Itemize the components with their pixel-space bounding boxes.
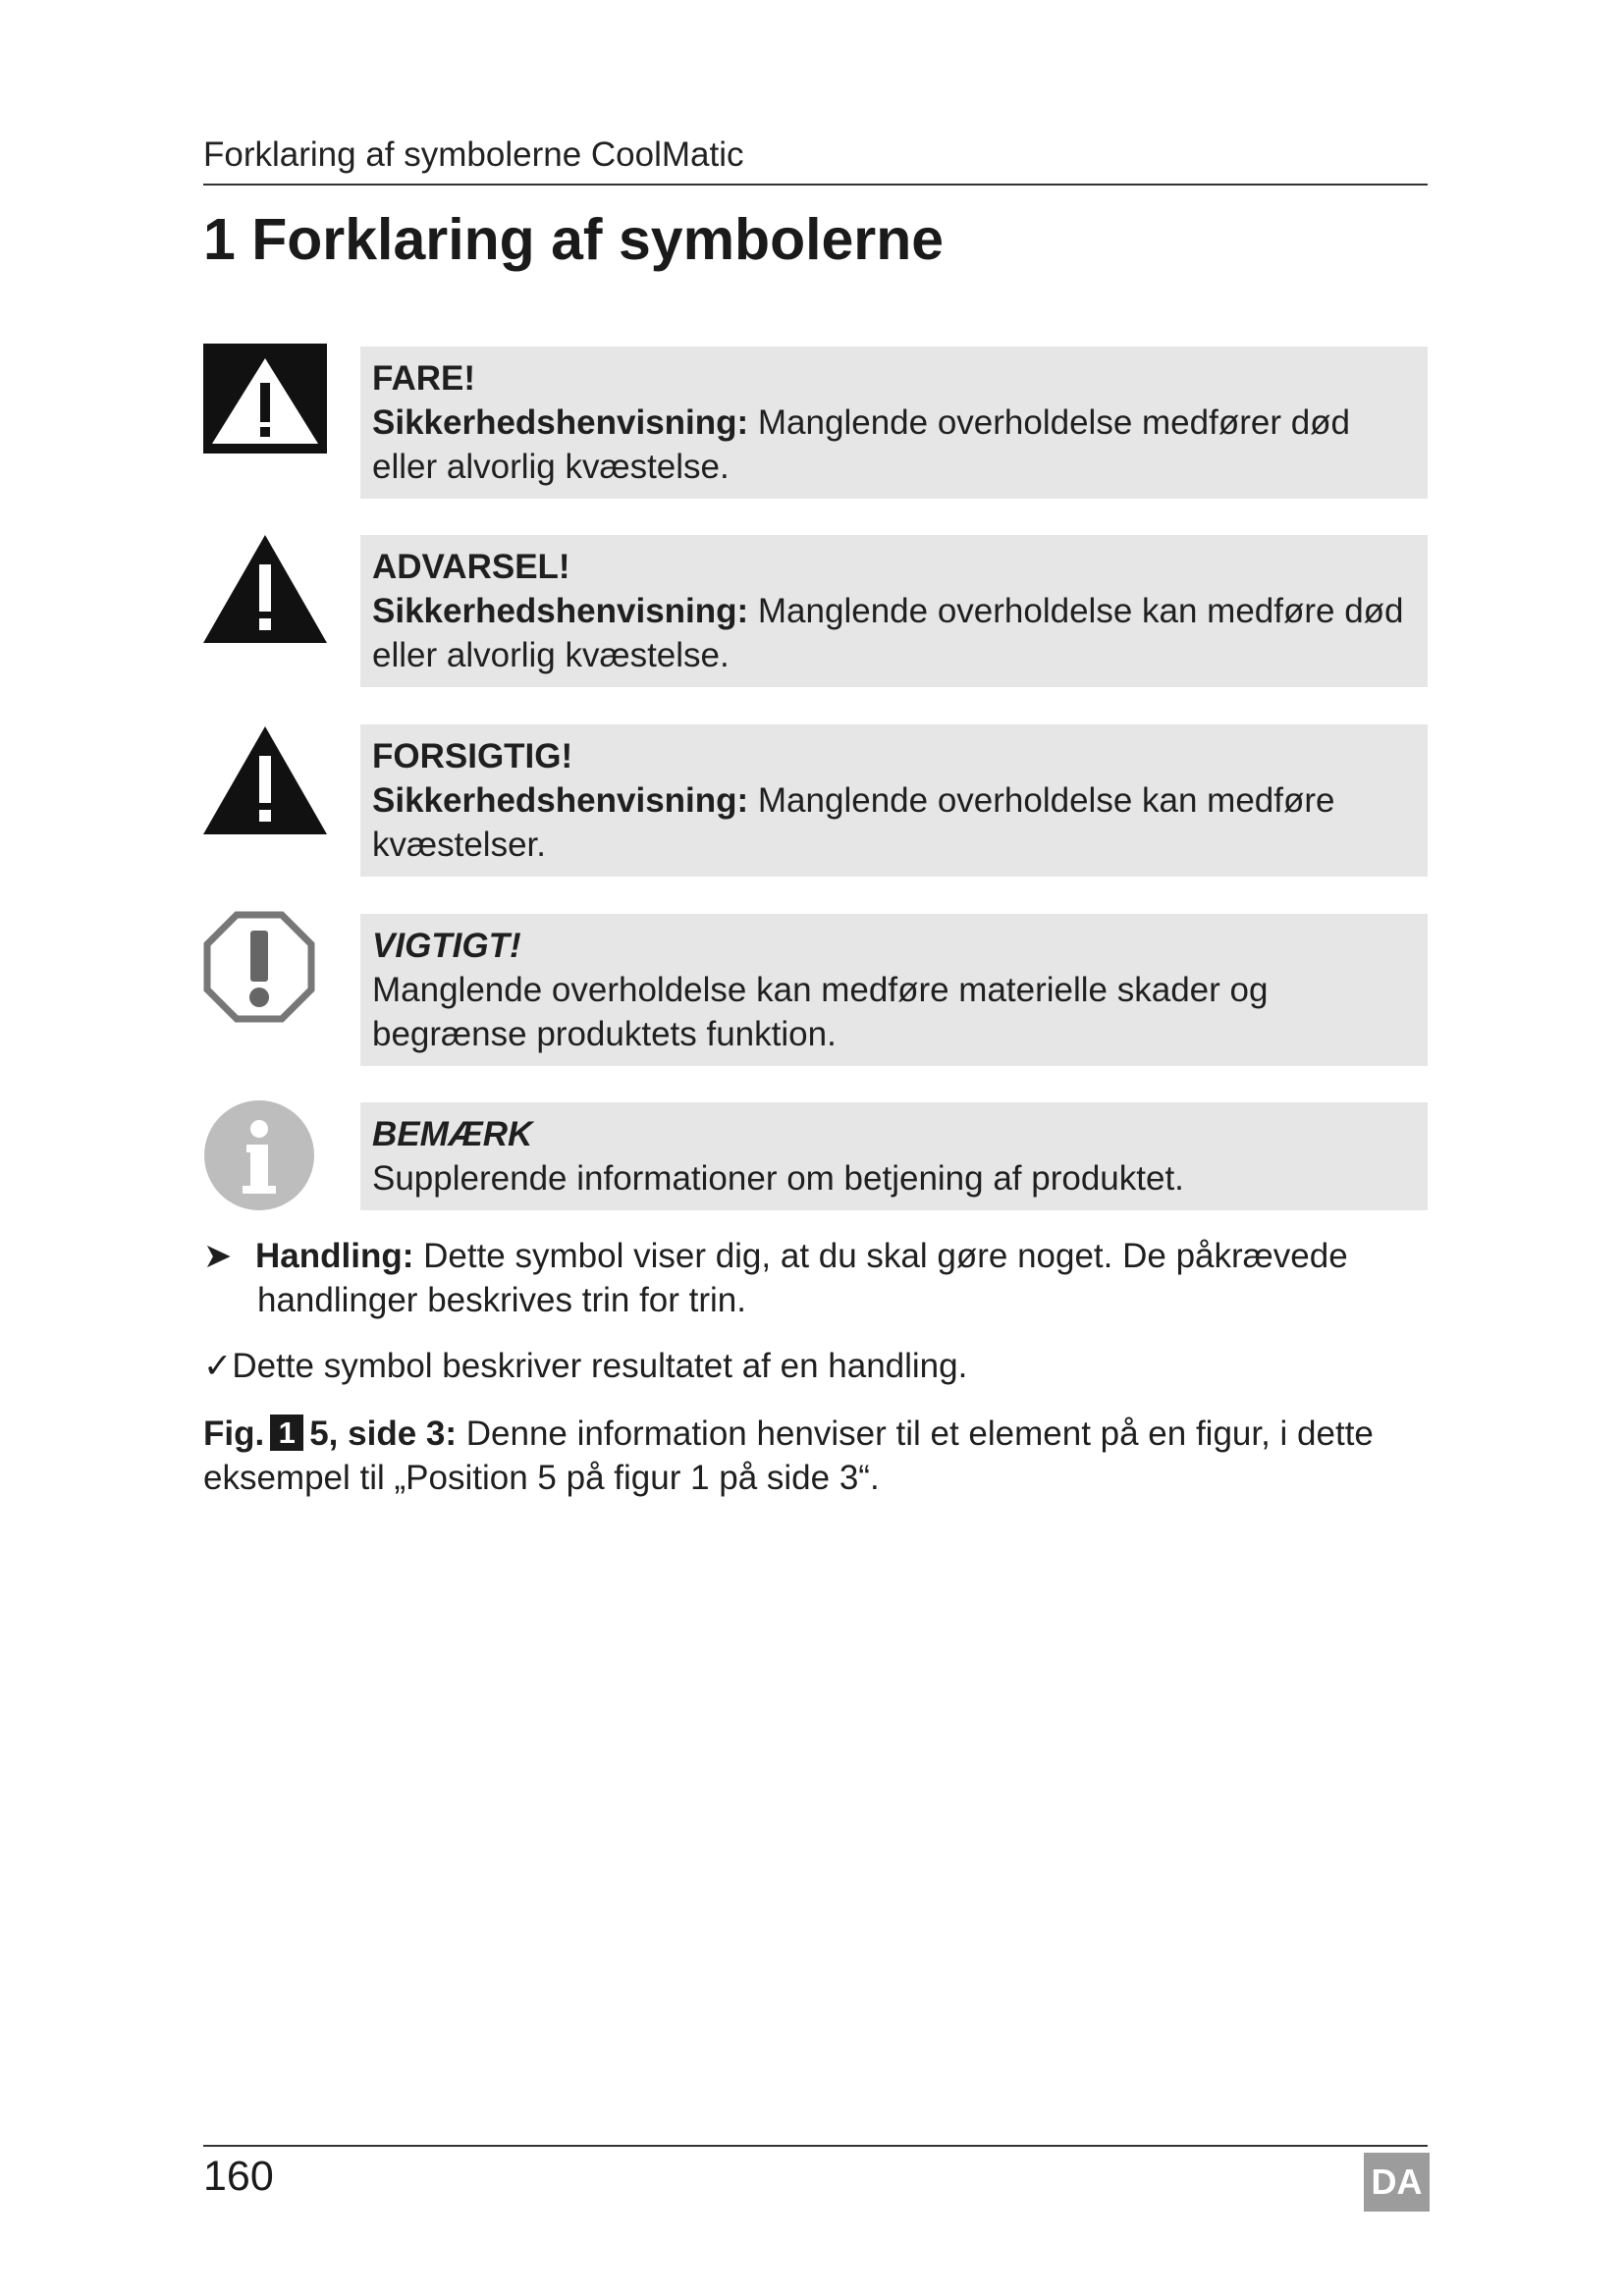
notice-body <box>372 589 1412 677</box>
notice-title: VIGTIGT! <box>372 927 521 965</box>
notice-body <box>372 778 1412 867</box>
danger-warning-icon <box>203 344 327 455</box>
result-text: Dette symbol beskriver resultatet af en handling. <box>232 1347 968 1385</box>
notice-title: FORSIGTIG! <box>372 737 573 775</box>
figure-position-lead: 5, side 3: <box>309 1415 458 1453</box>
caution-triangle-icon <box>203 726 327 838</box>
result-line <box>203 1344 1431 1388</box>
notice-body <box>372 400 1412 489</box>
notice-vigtigt <box>360 914 1428 1066</box>
notice-bemaerk <box>360 1102 1428 1210</box>
notice-lead: Sikkerhedshenvisning: <box>372 781 749 820</box>
action-step <box>203 1234 1431 1322</box>
action-line <box>203 1234 1431 1278</box>
page-number: 160 <box>203 2153 274 2200</box>
notice-lead: Sikkerhedshenvisning: <box>372 592 749 630</box>
notice-title: BEMÆRK <box>372 1115 533 1153</box>
important-octagon-icon <box>203 911 315 1023</box>
notice-title: FARE! <box>372 359 475 398</box>
notice-lead: Sikkerhedshenvisning: <box>372 403 749 442</box>
header-rule <box>203 184 1428 186</box>
notice-text: Manglende overholdelse kan medføre materielle skader og begrænse produktets funktion. <box>372 971 1269 1053</box>
notice-text: Manglende overholdelse kan medføre død eller alvorlig kvæstelse. <box>372 592 1404 674</box>
warning-triangle-icon <box>203 535 327 647</box>
action-text: Dette symbol viser dig, at du skal gøre noget. De påkrævede <box>423 1237 1348 1275</box>
language-badge: DA <box>1364 2153 1430 2212</box>
info-icon <box>203 1099 315 1211</box>
figure-text: Denne information henviser til et element på en figur, i dette eksempel til „Position 5 på figur 1 på side 3“. <box>203 1415 1374 1497</box>
notice-title: ADVARSEL! <box>372 548 570 586</box>
notice-fare <box>360 347 1428 499</box>
notice-forsigtig <box>360 724 1428 877</box>
running-header: Forklaring af symbolerne CoolMatic <box>203 135 744 174</box>
notice-text: Manglende overholdelse medfører død eller alvorlig kvæstelse. <box>372 403 1351 486</box>
page-title: 1 Forklaring af symbolerne <box>203 207 945 272</box>
footer-rule <box>203 2145 1428 2147</box>
notice-text: Supplerende informationer om betjening af produktet. <box>372 1159 1184 1198</box>
figure-lead: Fig. <box>203 1415 265 1453</box>
action-text-continued: handlinger beskrives trin for trin. <box>257 1281 746 1319</box>
action-lead: Handling: <box>255 1237 414 1275</box>
notice-advarsel <box>360 535 1428 687</box>
check-icon: ✓ <box>203 1347 233 1385</box>
figure-number-badge: 1 <box>270 1415 303 1451</box>
notice-text: Manglende overholdelse kan medføre kvæstelser. <box>372 781 1335 864</box>
arrow-icon: ➤ <box>203 1237 233 1275</box>
figure-reference <box>203 1412 1421 1500</box>
